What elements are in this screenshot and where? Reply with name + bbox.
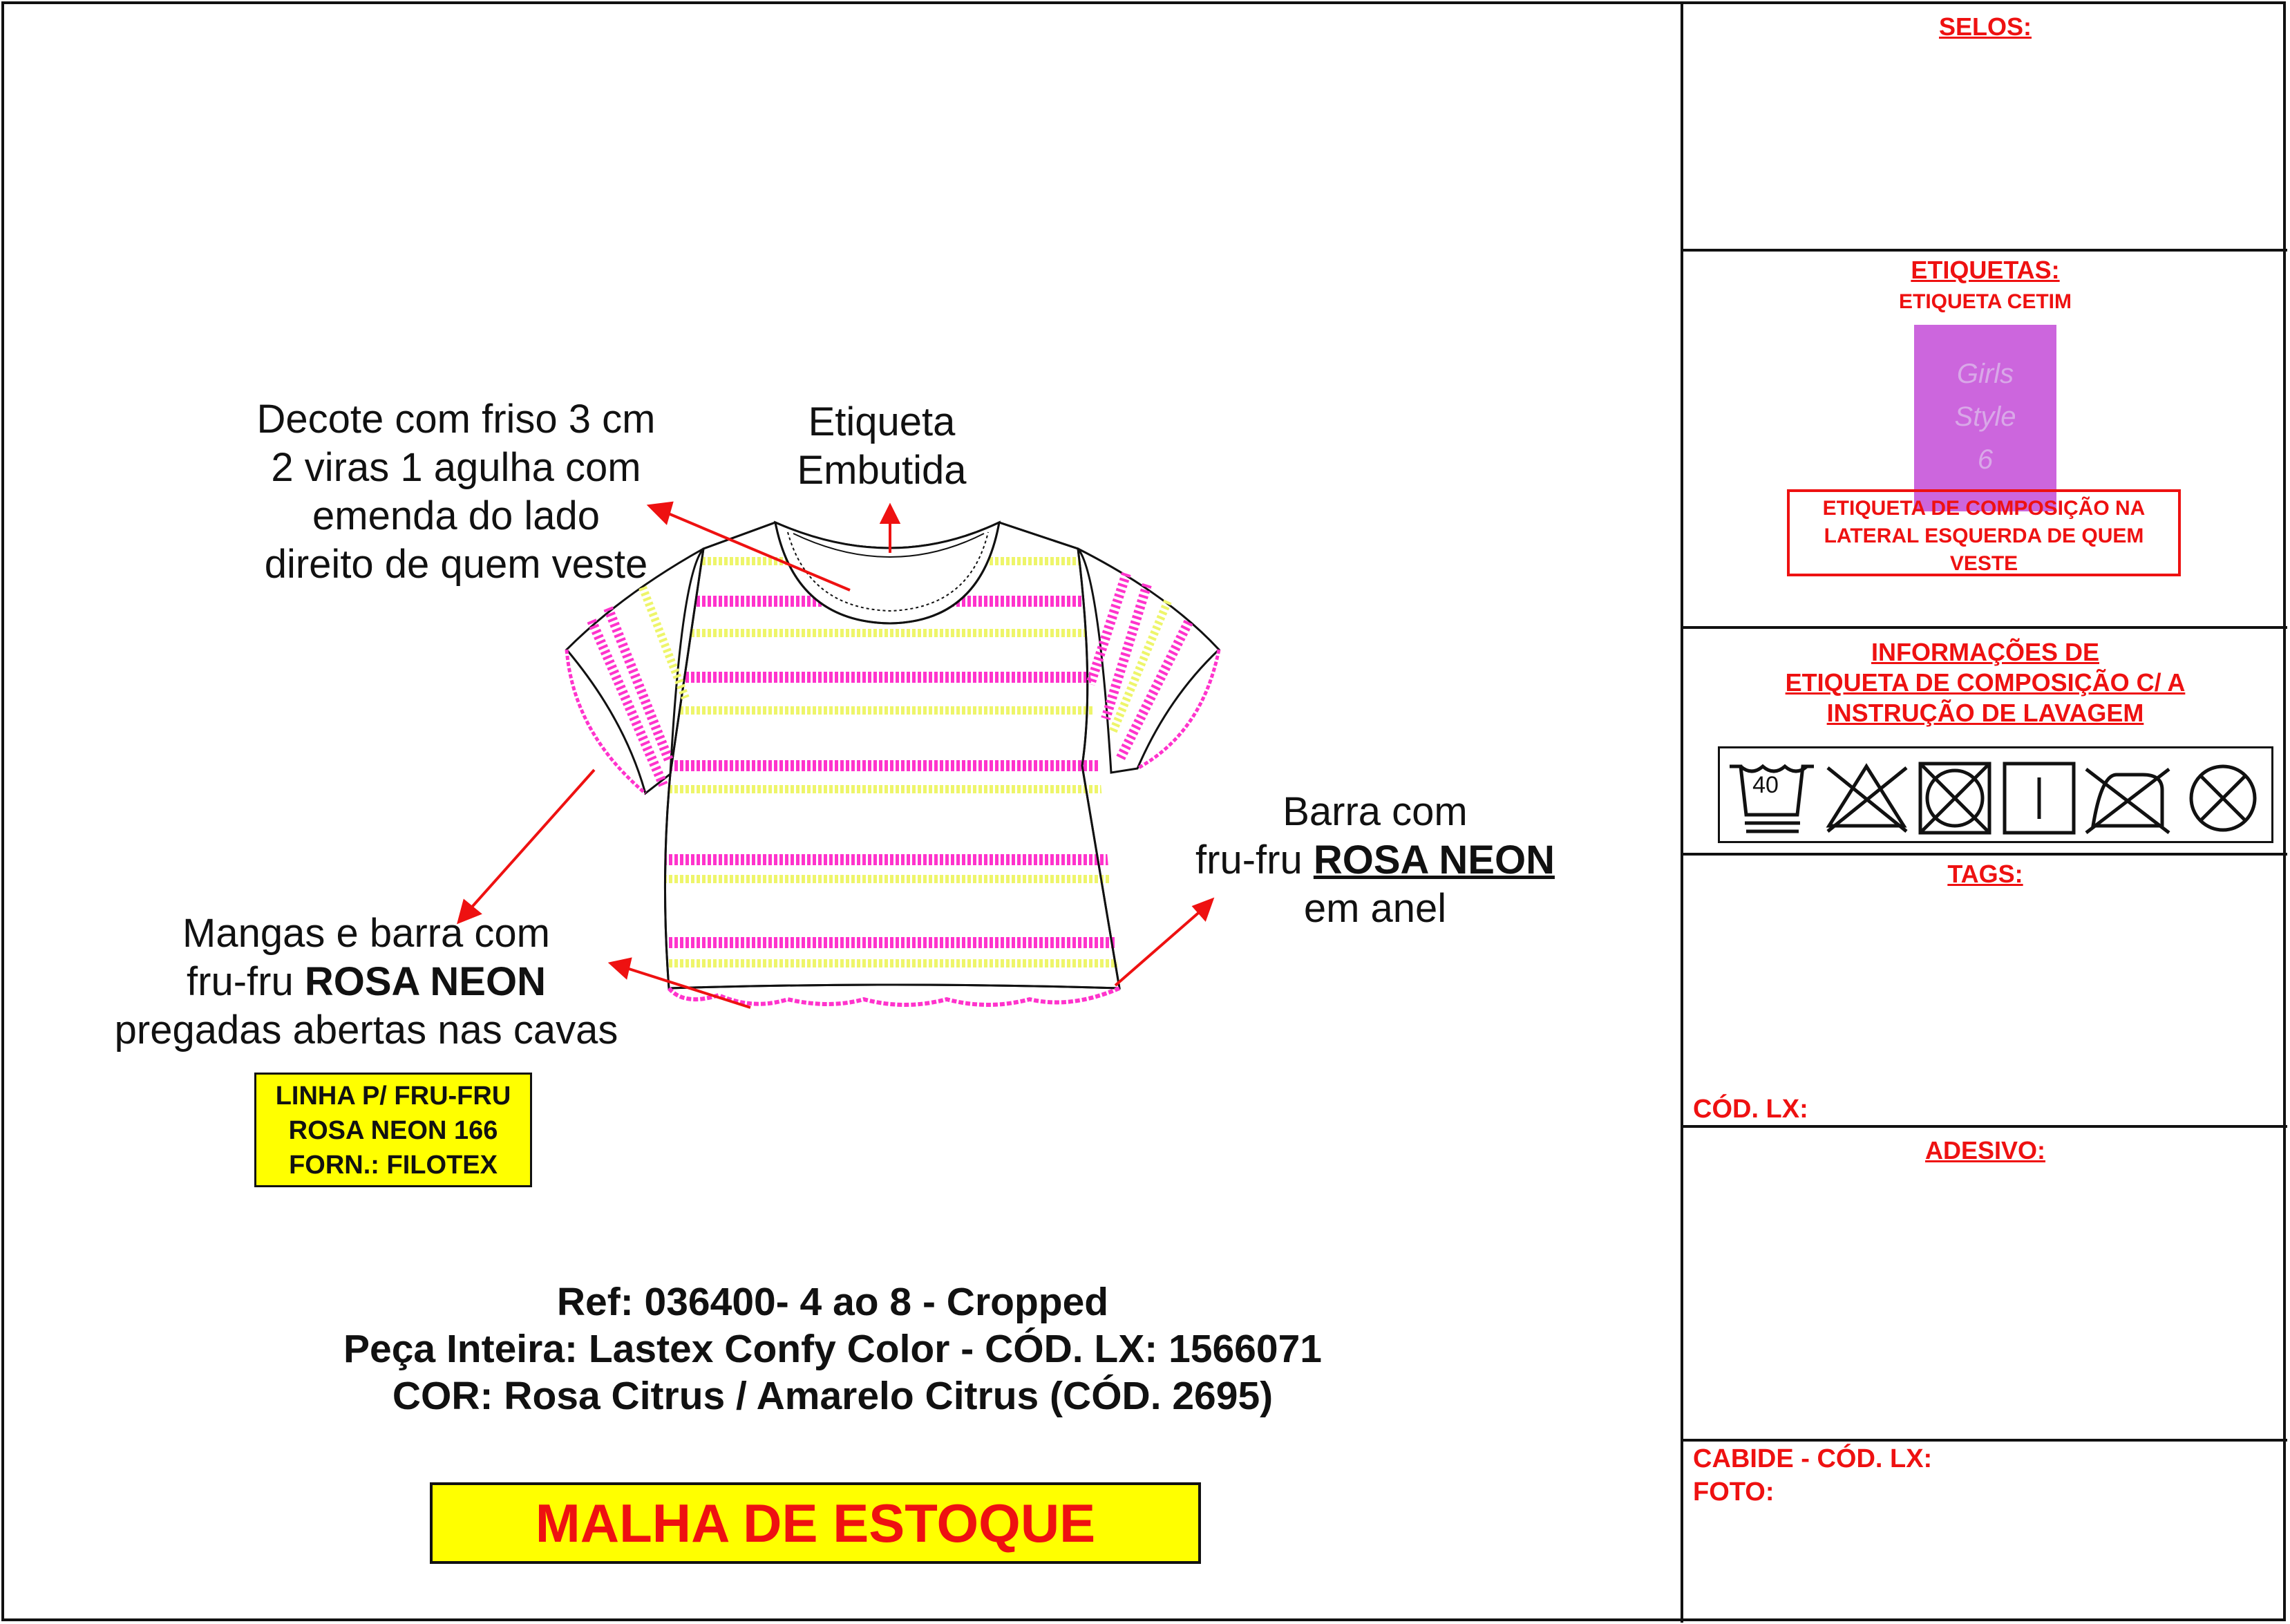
right-sleeve: [1078, 549, 1219, 773]
adesivo-section: [1683, 1128, 2287, 1442]
thread-info-box: LINHA P/ FRU-FRU ROSA NEON 166 FORN.: FILOTEX: [254, 1073, 532, 1187]
wash-temp-value: 40: [1752, 772, 1779, 798]
satin-label-swatch: [1914, 325, 2056, 511]
tags-title: TAGS:: [1947, 860, 2023, 888]
color-line: COR: Rosa Citrus / Amarelo Citrus (CÓD. 2695): [392, 1374, 1274, 1418]
ref-line: Ref: 036400- 4 ao 8 - Cropped: [556, 1280, 1109, 1324]
adesivo-title: ADESIVO:: [1924, 1136, 2046, 1164]
satin-label-text: Girls Style 6: [1954, 359, 2016, 475]
care-info-title: INFORMAÇÕES DE ETIQUETA DE COMPOSIÇÃO C/ A INSTRUÇÃO DE LAVAGEM: [1785, 638, 2186, 727]
no-bleach-icon: [1828, 766, 1906, 831]
no-dry-clean-icon: [2191, 766, 2255, 830]
label-note: Etiqueta Embutida: [797, 399, 967, 493]
care-symbols-box: [1718, 746, 2273, 843]
etiqueta-cetim-label: ETIQUETA CETIM: [1899, 290, 2072, 313]
stock-fabric-banner: MALHA DE ESTOQUE: [430, 1482, 1201, 1564]
no-tumble-dry-icon: [1920, 764, 1989, 833]
neckline-note: Decote com friso 3 cm 2 viras 1 agulha com emenda do lado direito de quem veste: [256, 397, 656, 587]
care-info-section: [1683, 629, 2287, 856]
selos-title: SELOS:: [1938, 12, 2032, 41]
composition-label-box: ETIQUETA DE COMPOSIÇÃO NA LATERAL ESQUERDA DE QUEM VESTE: [1787, 489, 2181, 576]
reference-block: [207, 1278, 1458, 1419]
foto-label: FOTO:: [1693, 1477, 1775, 1507]
line-dry-icon: [2005, 764, 2074, 833]
fabric-line: Peça Inteira: Lastex Confy Color - CÓD. LX: 1566071: [343, 1327, 1322, 1371]
tags-section: [1683, 856, 2287, 1128]
etiquetas-section: [1683, 252, 2287, 629]
hem-note: Barra com fru-fru ROSA NEON em anel: [1195, 789, 1555, 931]
cod-lx-label: CÓD. LX:: [1693, 1095, 1808, 1124]
cabide-label: CABIDE - CÓD. LX:: [1693, 1444, 1933, 1473]
no-iron-icon: [2086, 769, 2169, 833]
etiquetas-title: ETIQUETAS:: [1911, 256, 2060, 284]
cabide-section: [1683, 1442, 2287, 1620]
sleeve-note: Mangas e barra com fru-fru ROSA NEON pregadas abertas nas cavas: [114, 911, 618, 1052]
selos-section: [1683, 4, 2287, 252]
